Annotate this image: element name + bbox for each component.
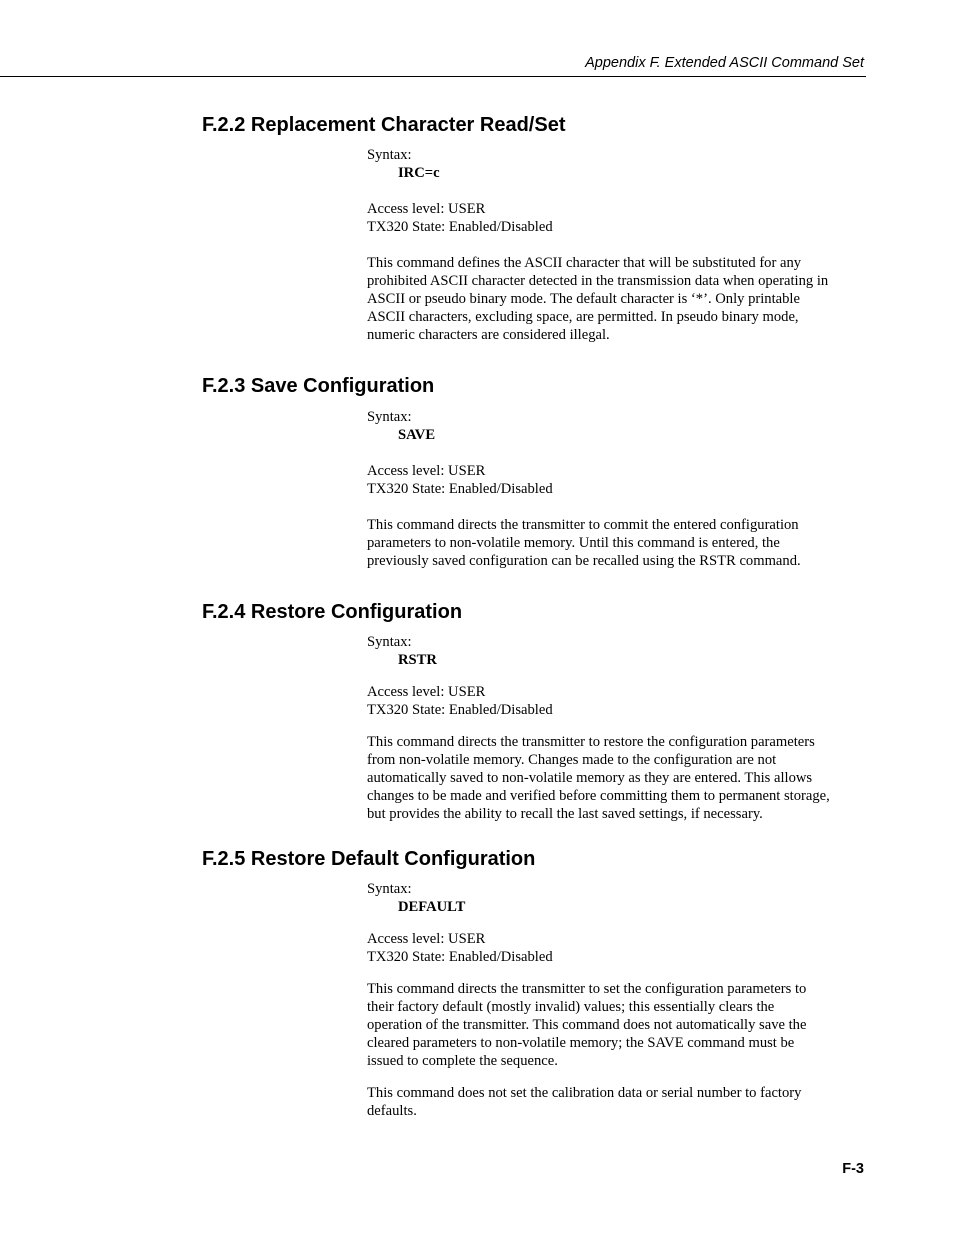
header-rule — [0, 76, 866, 77]
section-title: F.2.4 Restore Configuration — [202, 601, 463, 623]
text-line: but provides the ability to recall the last saved settings, if necessary. — [367, 806, 763, 822]
section-body — [367, 146, 865, 344]
text-line: cleared parameters to non-volatile memory; the SAVE command must be — [367, 1035, 795, 1051]
syntax-label: Syntax: — [367, 634, 412, 650]
note-paragraph — [367, 1084, 865, 1120]
text-line: issued to complete the sequence. — [367, 1053, 558, 1069]
section-title: F.2.2 Replacement Character Read/Set — [202, 114, 566, 136]
tx320-state: TX320 State: Enabled/Disabled — [367, 702, 553, 718]
section-body — [367, 633, 865, 823]
command-syntax: RSTR — [398, 652, 437, 668]
description-paragraph — [367, 733, 865, 823]
text-line: prohibited ASCII character detected in the transmission data when operating in — [367, 273, 829, 289]
text-line: This command directs the transmitter to set the configuration parameters to — [367, 981, 807, 997]
description-paragraph — [367, 980, 865, 1070]
command-syntax: DEFAULT — [398, 899, 466, 915]
command-syntax: SAVE — [398, 427, 436, 443]
access-level: Access level: USER — [367, 684, 486, 700]
access-level: Access level: USER — [367, 931, 486, 947]
text-line: from non-volatile memory. Changes made to the configuration are not — [367, 752, 777, 768]
command-syntax: IRC=c — [398, 165, 440, 181]
text-line: operation of the transmitter. This command does not automatically save the — [367, 1017, 807, 1033]
text-line: numeric characters are considered illegal. — [367, 327, 610, 343]
text-line: changes to be made and verified before committing them to permanent storage, — [367, 788, 830, 804]
syntax-label: Syntax: — [367, 881, 412, 897]
access-level: Access level: USER — [367, 463, 486, 479]
section-body — [367, 880, 865, 1120]
text-line: This command directs the transmitter to restore the configuration parameters — [367, 734, 815, 750]
description-paragraph — [367, 516, 865, 570]
section-title: F.2.3 Save Configuration — [202, 375, 435, 397]
text-line: defaults. — [367, 1103, 417, 1119]
tx320-state: TX320 State: Enabled/Disabled — [367, 481, 553, 497]
tx320-state: TX320 State: Enabled/Disabled — [367, 219, 553, 235]
text-line: previously saved configuration can be recalled using the RSTR command. — [367, 553, 801, 569]
description-paragraph — [367, 254, 865, 344]
text-line: their factory default (mostly invalid) values; this essentially clears the — [367, 999, 775, 1015]
text-line: parameters to non-volatile memory. Until this command is entered, the — [367, 535, 780, 551]
text-line: automatically saved to non-volatile memory as they are entered. This allows — [367, 770, 813, 786]
text-line: This command defines the ASCII character that will be substituted for any — [367, 255, 802, 271]
section-title: F.2.5 Restore Default Configuration — [202, 848, 536, 870]
syntax-label: Syntax: — [367, 147, 412, 163]
text-line: This command directs the transmitter to commit the entered configuration — [367, 517, 799, 533]
section-body — [367, 408, 865, 570]
access-level: Access level: USER — [367, 201, 486, 217]
tx320-state: TX320 State: Enabled/Disabled — [367, 949, 553, 965]
syntax-label: Syntax: — [367, 409, 412, 425]
text-line: ASCII or pseudo binary mode. The default character is ‘*’. Only printable — [367, 291, 800, 307]
page-number: F-3 — [842, 1161, 864, 1177]
text-line: This command does not set the calibration data or serial number to factory — [367, 1085, 802, 1101]
text-line: ASCII characters, excluding space, are permitted. In pseudo binary mode, — [367, 309, 799, 325]
running-header: Appendix F. Extended ASCII Command Set — [585, 55, 864, 71]
